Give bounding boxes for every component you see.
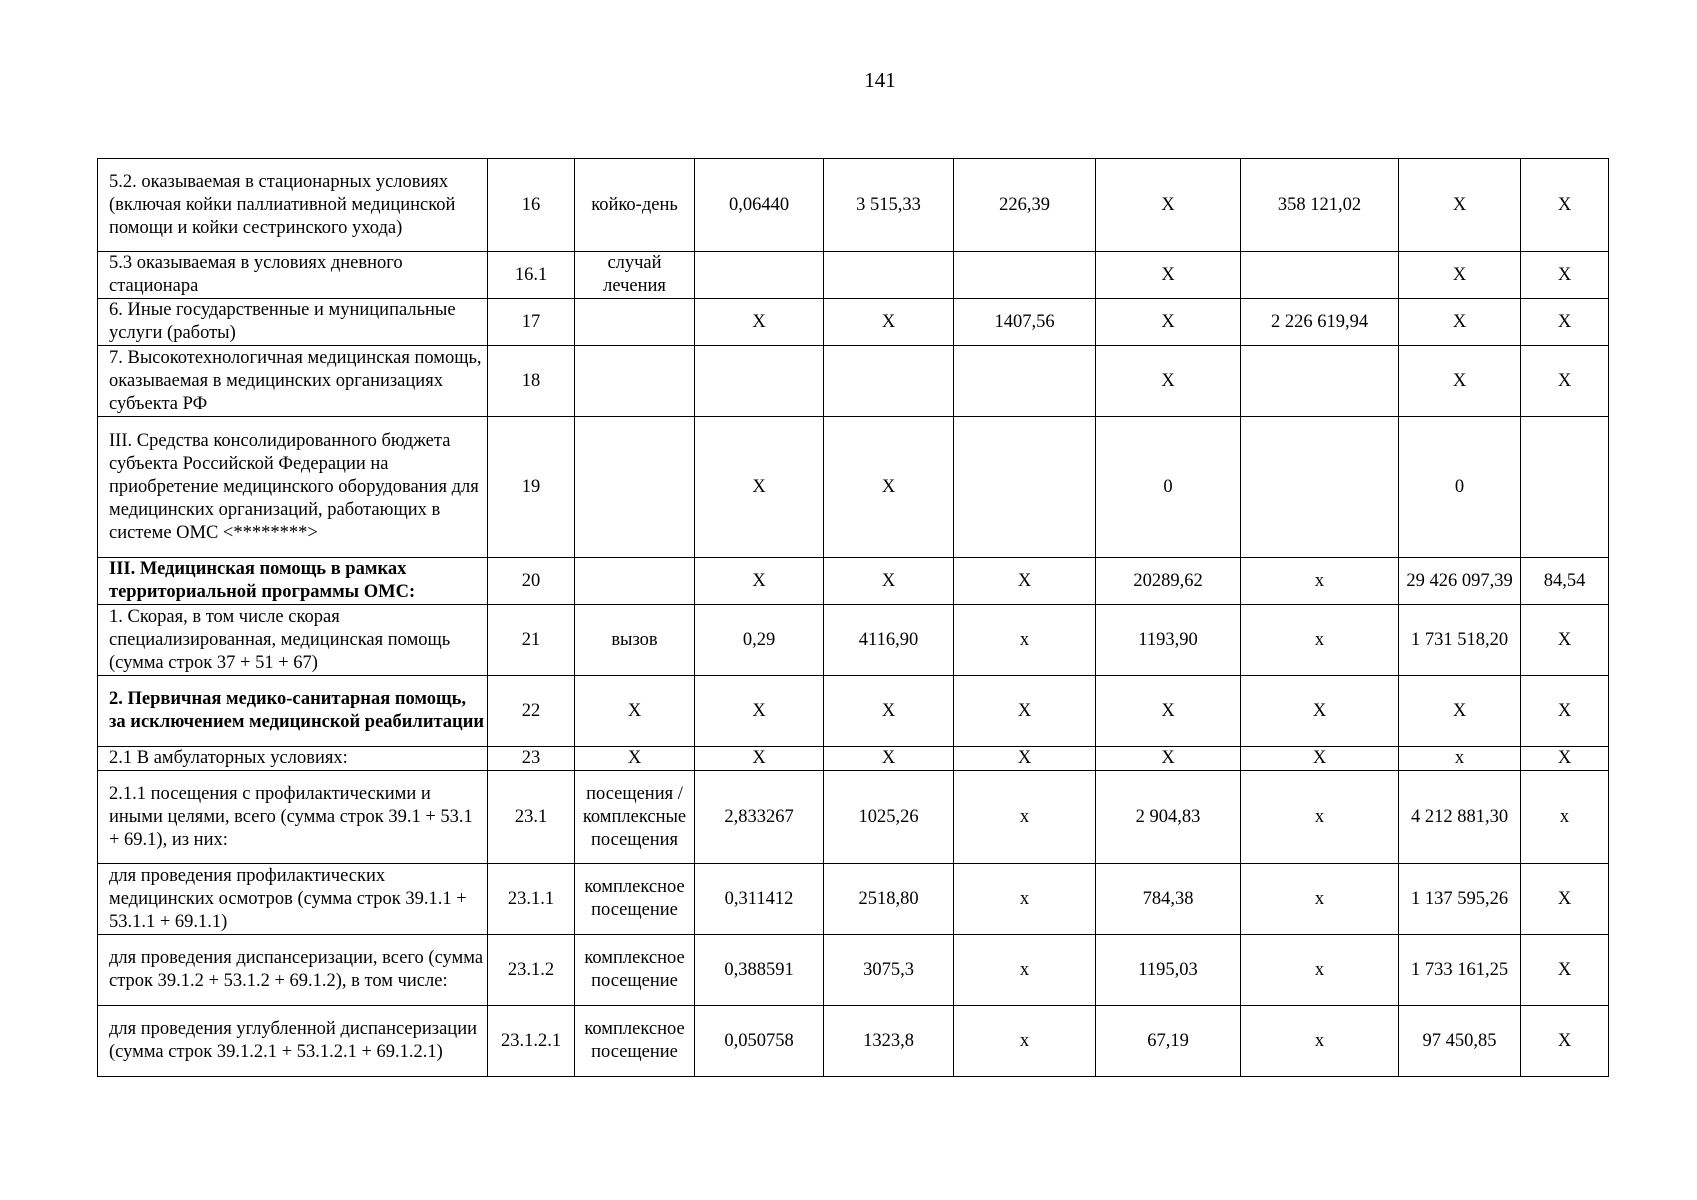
row-name-cell: для проведения углубленной диспансеризации (сумма строк 39.1.2.1 + 53.1.2.1 + 69.1.2.1) — [98, 1006, 488, 1077]
table-row — [98, 346, 1609, 417]
oms-total-cell: x — [1399, 747, 1521, 771]
budget-per-capita-cell: x — [954, 605, 1096, 676]
oms-per-capita-cell: X — [1096, 346, 1241, 417]
financing-table — [97, 158, 1609, 1077]
budget-total-cell: x — [1241, 558, 1399, 605]
row-number-cell: 23.1.2.1 — [488, 1006, 575, 1077]
budget-per-capita-cell: X — [954, 747, 1096, 771]
oms-per-capita-cell: 1195,03 — [1096, 935, 1241, 1006]
volume-cell: X — [695, 676, 824, 747]
table-row — [98, 558, 1609, 605]
oms-per-capita-cell: 784,38 — [1096, 864, 1241, 935]
percent-cell: X — [1521, 676, 1609, 747]
row-number-cell: 18 — [488, 346, 575, 417]
oms-per-capita-cell: 2 904,83 — [1096, 771, 1241, 864]
oms-total-cell: X — [1399, 159, 1521, 252]
table-row — [98, 299, 1609, 346]
percent-cell: X — [1521, 299, 1609, 346]
volume-cell: 2,833267 — [695, 771, 824, 864]
unit-cell: комплексное посещение — [575, 864, 695, 935]
table-row — [98, 747, 1609, 771]
oms-per-capita-cell: X — [1096, 159, 1241, 252]
oms-total-cell: 4 212 881,30 — [1399, 771, 1521, 864]
cost-cell: X — [824, 747, 954, 771]
oms-per-capita-cell: X — [1096, 252, 1241, 299]
oms-total-cell: X — [1399, 252, 1521, 299]
percent-cell: 84,54 — [1521, 558, 1609, 605]
cost-cell: 1323,8 — [824, 1006, 954, 1077]
percent-cell: X — [1521, 1006, 1609, 1077]
row-number-cell: 20 — [488, 558, 575, 605]
cost-cell: X — [824, 676, 954, 747]
row-name-cell: 2. Первичная медико-санитарная помощь, за исключением медицинской реабилитации — [98, 676, 488, 747]
volume-cell: X — [695, 417, 824, 558]
table-row — [98, 771, 1609, 864]
row-number-cell: 16 — [488, 159, 575, 252]
oms-total-cell: X — [1399, 346, 1521, 417]
volume-cell: 0,050758 — [695, 1006, 824, 1077]
row-name-cell: III. Медицинская помощь в рамках территориальной программы ОМС: — [98, 558, 488, 605]
row-name-cell: 6. Иные государственные и муниципальные услуги (работы) — [98, 299, 488, 346]
percent-cell: X — [1521, 747, 1609, 771]
cost-cell: 3075,3 — [824, 935, 954, 1006]
table-row — [98, 252, 1609, 299]
budget-total-cell: x — [1241, 1006, 1399, 1077]
unit-cell: вызов — [575, 605, 695, 676]
volume-cell: 0,06440 — [695, 159, 824, 252]
row-name-cell: для проведения диспансеризации, всего (сумма строк 39.1.2 + 53.1.2 + 69.1.2), в том числе: — [98, 935, 488, 1006]
budget-total-cell: X — [1241, 747, 1399, 771]
budget-per-capita-cell — [954, 417, 1096, 558]
row-name-cell: 1. Скорая, в том числе скорая специализированная, медицинская помощь (сумма строк 37 + 51 + 67) — [98, 605, 488, 676]
volume-cell — [695, 346, 824, 417]
percent-cell: x — [1521, 771, 1609, 864]
oms-total-cell: 29 426 097,39 — [1399, 558, 1521, 605]
unit-cell — [575, 558, 695, 605]
unit-cell: комплексное посещение — [575, 1006, 695, 1077]
oms-per-capita-cell: X — [1096, 299, 1241, 346]
table-row — [98, 417, 1609, 558]
oms-total-cell: 1 731 518,20 — [1399, 605, 1521, 676]
row-number-cell: 19 — [488, 417, 575, 558]
budget-per-capita-cell — [954, 252, 1096, 299]
budget-total-cell: x — [1241, 605, 1399, 676]
oms-total-cell: X — [1399, 676, 1521, 747]
budget-per-capita-cell: x — [954, 864, 1096, 935]
volume-cell: X — [695, 299, 824, 346]
percent-cell: X — [1521, 605, 1609, 676]
unit-cell — [575, 417, 695, 558]
oms-total-cell: 97 450,85 — [1399, 1006, 1521, 1077]
cost-cell: 1025,26 — [824, 771, 954, 864]
unit-cell: койко-день — [575, 159, 695, 252]
table-row — [98, 1006, 1609, 1077]
volume-cell: X — [695, 747, 824, 771]
row-number-cell: 22 — [488, 676, 575, 747]
volume-cell: 0,311412 — [695, 864, 824, 935]
row-number-cell: 23.1.1 — [488, 864, 575, 935]
cost-cell: 4116,90 — [824, 605, 954, 676]
budget-total-cell — [1241, 417, 1399, 558]
oms-total-cell: X — [1399, 299, 1521, 346]
row-name-cell: 2.1 В амбулаторных условиях: — [98, 747, 488, 771]
budget-per-capita-cell: x — [954, 935, 1096, 1006]
cost-cell — [824, 252, 954, 299]
row-name-cell: 5.2. оказываемая в стационарных условиях (включая койки паллиативной медицинской помощи и койки сестринского ухода) — [98, 159, 488, 252]
budget-per-capita-cell: X — [954, 676, 1096, 747]
row-name-cell: 2.1.1 посещения с профилактическими и иными целями, всего (сумма строк 39.1 + 53.1 + 69.1), из них: — [98, 771, 488, 864]
budget-total-cell: 358 121,02 — [1241, 159, 1399, 252]
oms-per-capita-cell: X — [1096, 676, 1241, 747]
table-row — [98, 864, 1609, 935]
budget-per-capita-cell: x — [954, 1006, 1096, 1077]
oms-per-capita-cell: X — [1096, 747, 1241, 771]
percent-cell: X — [1521, 346, 1609, 417]
row-number-cell: 23.1.2 — [488, 935, 575, 1006]
budget-per-capita-cell: X — [954, 558, 1096, 605]
unit-cell: случай лечения — [575, 252, 695, 299]
table-row — [98, 605, 1609, 676]
row-number-cell: 21 — [488, 605, 575, 676]
percent-cell: X — [1521, 159, 1609, 252]
unit-cell: комплексное посещение — [575, 935, 695, 1006]
oms-per-capita-cell: 67,19 — [1096, 1006, 1241, 1077]
volume-cell: 0,388591 — [695, 935, 824, 1006]
oms-per-capita-cell: 0 — [1096, 417, 1241, 558]
volume-cell — [695, 252, 824, 299]
budget-total-cell: x — [1241, 935, 1399, 1006]
percent-cell — [1521, 417, 1609, 558]
budget-per-capita-cell: 226,39 — [954, 159, 1096, 252]
row-number-cell: 16.1 — [488, 252, 575, 299]
budget-total-cell — [1241, 252, 1399, 299]
row-number-cell: 17 — [488, 299, 575, 346]
row-number-cell: 23 — [488, 747, 575, 771]
budget-total-cell: x — [1241, 864, 1399, 935]
cost-cell: X — [824, 417, 954, 558]
oms-total-cell: 0 — [1399, 417, 1521, 558]
page-number: 141 — [864, 68, 896, 92]
budget-per-capita-cell: x — [954, 771, 1096, 864]
oms-total-cell: 1 137 595,26 — [1399, 864, 1521, 935]
percent-cell: X — [1521, 252, 1609, 299]
cost-cell: X — [824, 299, 954, 346]
volume-cell: 0,29 — [695, 605, 824, 676]
oms-total-cell: 1 733 161,25 — [1399, 935, 1521, 1006]
table-row — [98, 935, 1609, 1006]
table-row — [98, 676, 1609, 747]
oms-per-capita-cell: 20289,62 — [1096, 558, 1241, 605]
budget-per-capita-cell: 1407,56 — [954, 299, 1096, 346]
unit-cell: посещения /комплексные посещения — [575, 771, 695, 864]
cost-cell: X — [824, 558, 954, 605]
unit-cell — [575, 299, 695, 346]
row-name-cell: 7. Высокотехнологичная медицинская помощь, оказываемая в медицинских организациях субъекта РФ — [98, 346, 488, 417]
volume-cell: X — [695, 558, 824, 605]
table-row — [98, 159, 1609, 252]
budget-per-capita-cell — [954, 346, 1096, 417]
row-name-cell: для проведения профилактических медицинских осмотров (сумма строк 39.1.1 + 53.1.1 + 69.1.1) — [98, 864, 488, 935]
budget-total-cell — [1241, 346, 1399, 417]
budget-total-cell: x — [1241, 771, 1399, 864]
cost-cell — [824, 346, 954, 417]
unit-cell: X — [575, 676, 695, 747]
unit-cell — [575, 346, 695, 417]
row-name-cell: III. Средства консолидированного бюджета субъекта Российской Федерации на приобретение медицинского оборудования для медицинских организаций, работающих в системе ОМС <********> — [98, 417, 488, 558]
cost-cell: 3 515,33 — [824, 159, 954, 252]
row-number-cell: 23.1 — [488, 771, 575, 864]
budget-total-cell: 2 226 619,94 — [1241, 299, 1399, 346]
budget-total-cell: X — [1241, 676, 1399, 747]
oms-per-capita-cell: 1193,90 — [1096, 605, 1241, 676]
cost-cell: 2518,80 — [824, 864, 954, 935]
percent-cell: X — [1521, 864, 1609, 935]
row-name-cell: 5.3 оказываемая в условиях дневного стационара — [98, 252, 488, 299]
percent-cell: X — [1521, 935, 1609, 1006]
unit-cell: X — [575, 747, 695, 771]
